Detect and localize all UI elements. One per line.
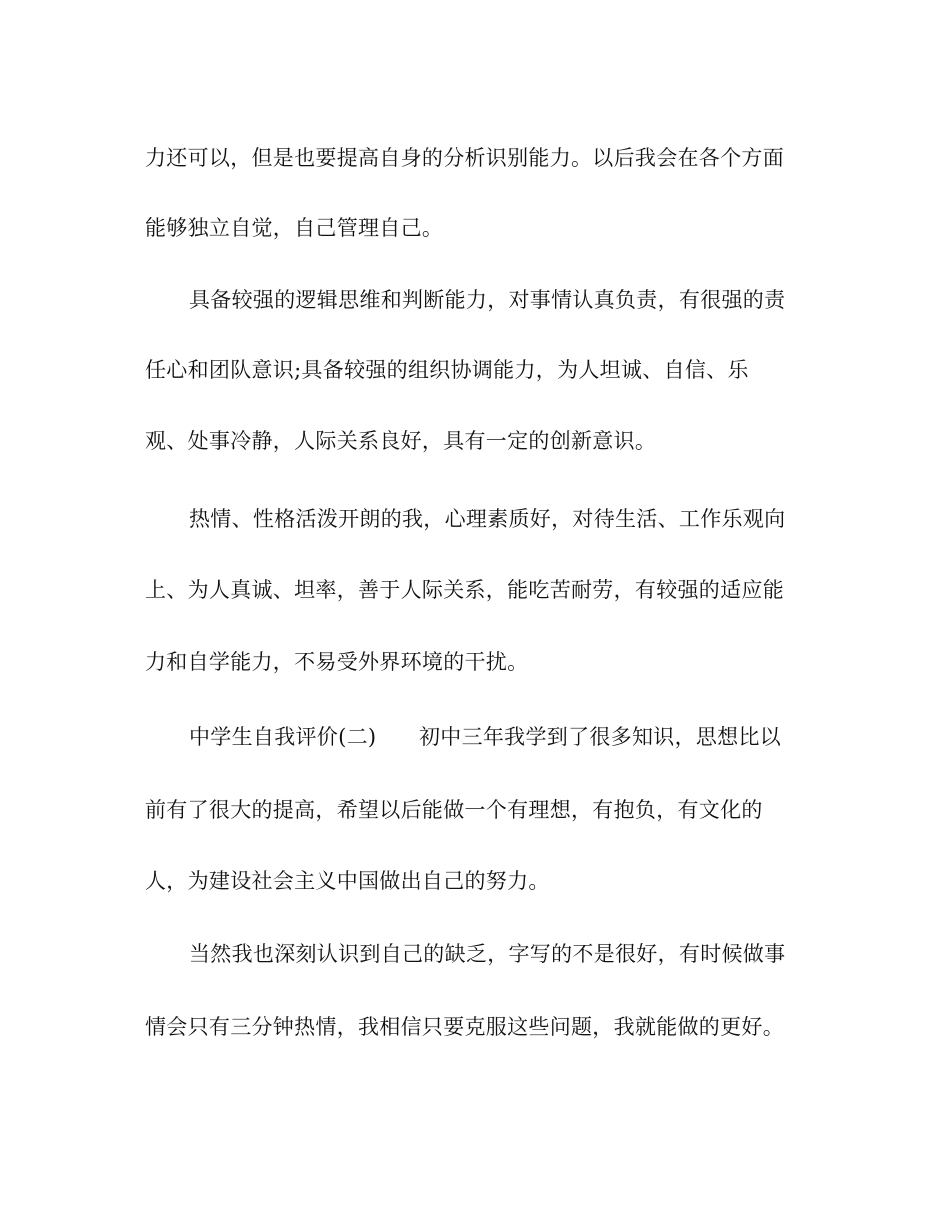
paragraph-start-line: 热情、性格活泼开朗的我，心理素质好，对待生活、工作乐观向: [189, 507, 786, 531]
text-line: 力还可以，但是也要提高自身的分析识别能力。以后我会在各个方面: [145, 146, 784, 170]
text-line: 观、处事冷静，人际关系良好，具有一定的创新意识。: [145, 429, 657, 453]
text-line: 上、为人真诚、坦率，善于人际关系，能吃苦耐劳，有较强的适应能: [145, 578, 784, 602]
paragraph-start-line: 当然我也深刻认识到自己的缺乏，字写的不是很好，有时候做事: [189, 942, 786, 966]
paragraph-start-line: 中学生自我评价(二) 初中三年我学到了很多知识，思想比以: [189, 725, 782, 749]
text-line: 前有了很大的提高，希望以后能做一个有理想，有抱负，有文化的: [145, 798, 763, 822]
text-line: 能够独立自觉，自己管理自己。: [145, 216, 444, 240]
text-line: 任心和团队意识;具备较强的组织协调能力，为人坦诚、自信、乐: [145, 358, 749, 382]
text-line: 力和自学能力，不易受外界环境的干扰。: [145, 650, 529, 674]
text-line: 情会只有三分钟热情，我相信只要克服这些问题，我就能做的更好。: [145, 1015, 784, 1039]
text-line: 人，为建设社会主义中国做出自己的努力。: [145, 869, 550, 893]
paragraph-start-line: 具备较强的逻辑思维和判断能力，对事情认真负责，有很强的责: [189, 288, 786, 312]
